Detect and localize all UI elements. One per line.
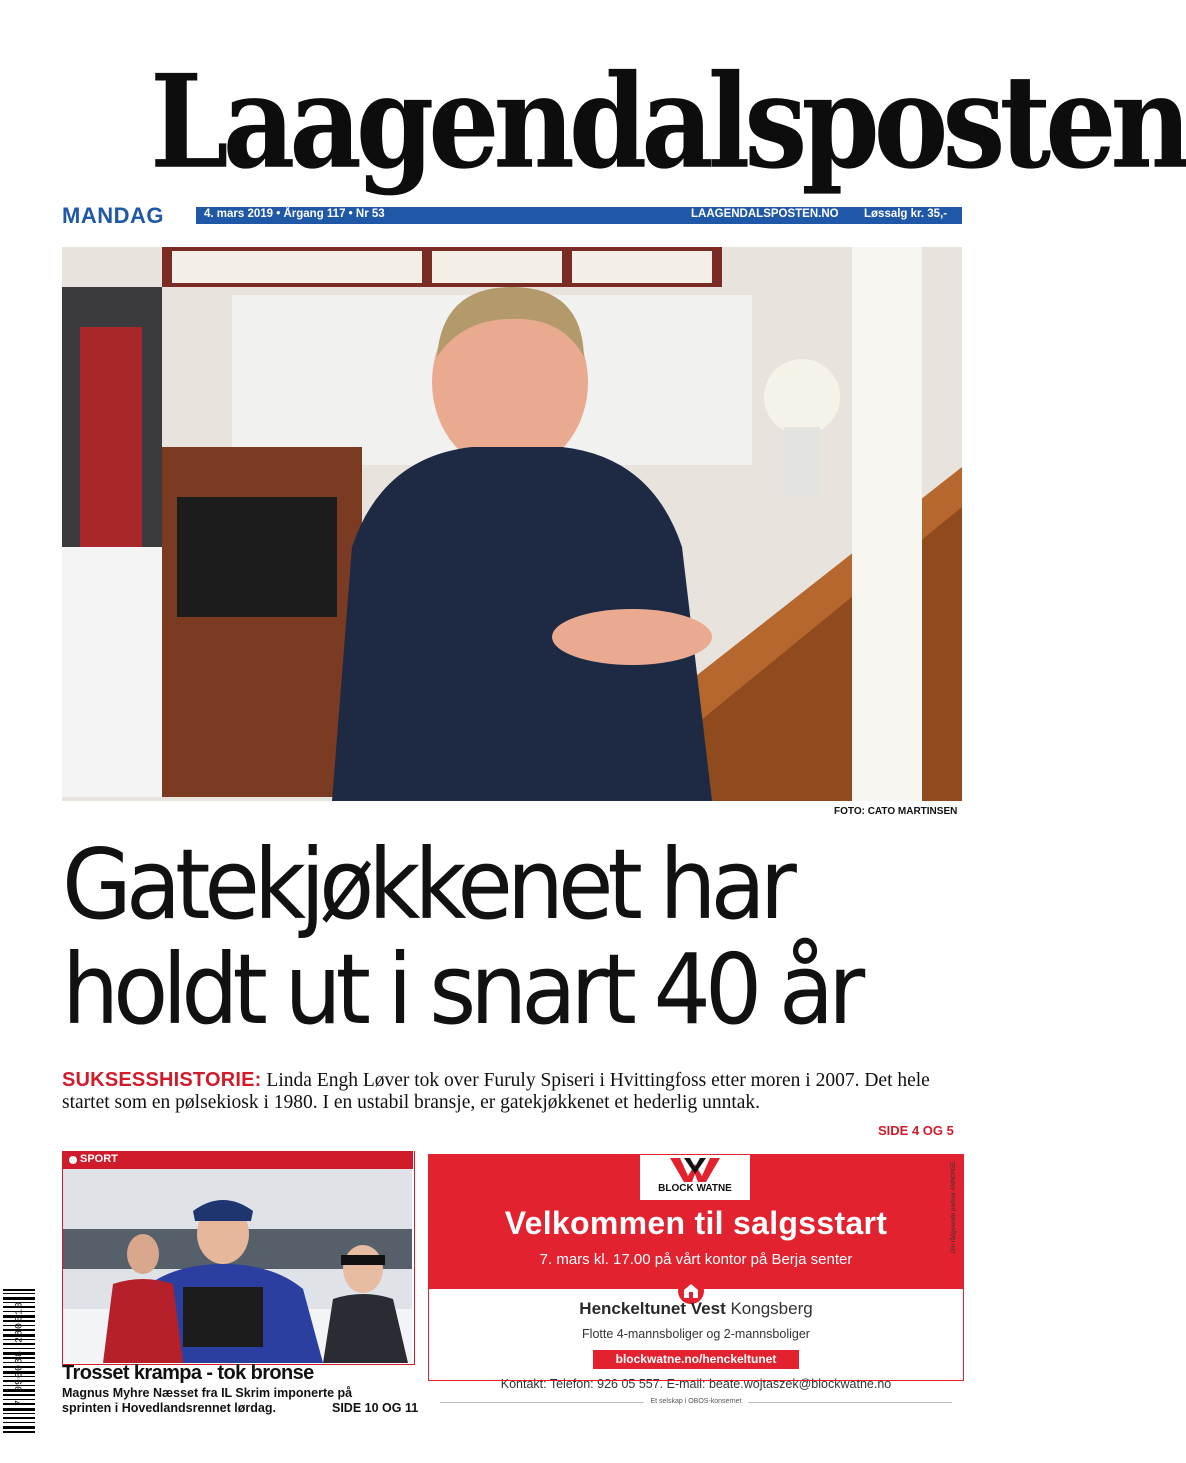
- ad-subtitle: 7. mars kl. 17.00 på vårt kontor på Berja senter: [539, 1251, 853, 1268]
- issue-info-bar: [196, 207, 962, 224]
- main-page-reference[interactable]: SIDE 4 OG 5: [878, 1123, 954, 1138]
- price-label: Løssalg kr. 35,-: [864, 208, 948, 220]
- sport-page-reference[interactable]: SIDE 10 OG 11: [332, 1401, 419, 1415]
- ad-contact-info: Kontakt: Telefon: 926 05 557. E-mail: beate.wojtaszek@blockwatne.no: [500, 1377, 892, 1391]
- weekday-label: MANDAG: [62, 203, 164, 228]
- barcode-number: 7 090038 280010: [14, 1301, 26, 1407]
- ad-description: Flotte 4-mannsboliger og 2-mannsboliger: [582, 1327, 810, 1341]
- website-link[interactable]: LAAGENDALSPOSTEN.NO: [691, 208, 839, 220]
- ad-vertical-note: Din rådgivende partner ANNONSE: [951, 1160, 957, 1253]
- sport-headline[interactable]: Trosset krampa - tok bronse: [62, 1362, 314, 1384]
- headline-line-2: holdt ut i snart 40 år: [62, 933, 860, 1046]
- issue-date: 4. mars 2019 • Årgang 117 • Nr 53: [204, 208, 385, 220]
- main-photo: [62, 247, 962, 801]
- sport-section-label: SPORT: [80, 1153, 118, 1165]
- main-headline[interactable]: [62, 828, 918, 1046]
- ad-website-link[interactable]: blockwatne.no/henckeltunet: [593, 1350, 799, 1369]
- sport-summary: Magnus Myhre Næsset fra IL Skrim imponerte på sprinten i Hovedlandsrennet lørdag.: [62, 1386, 353, 1415]
- ad-footnote-text: Et selskap i OBOS-konsernet: [644, 1398, 747, 1405]
- ad-title: Velkommen til salgsstart: [504, 1205, 888, 1241]
- sport-teaser-frame: [62, 1151, 415, 1365]
- lead-paragraph: [62, 1069, 972, 1114]
- photo-credit: FOTO: CATO MARTINSEN: [834, 806, 958, 817]
- ad-footnote: [428, 1398, 964, 1405]
- ad-project-location: Kongsberg: [725, 1299, 813, 1318]
- ad-project-bold: Henckeltunet Vest: [579, 1299, 726, 1318]
- lead-kicker: SUKSESSHISTORIE:: [62, 1069, 262, 1091]
- ad-brand-name: BLOCK WATNE: [658, 1183, 732, 1194]
- headline-line-1: Gatekjøkkenet har: [62, 828, 791, 941]
- lead-text: Linda Engh Løver tok over Furuly Spiseri i Hvittingfoss etter moren i 2007. Det hele startet som en pølsekiosk i 1980. I en ustabil bransje, er gatekjøkkenet et hederlig unntak.: [62, 1070, 930, 1113]
- ad-border: [428, 1154, 964, 1381]
- newspaper-masthead: Laagendalsposten: [150, 47, 1186, 198]
